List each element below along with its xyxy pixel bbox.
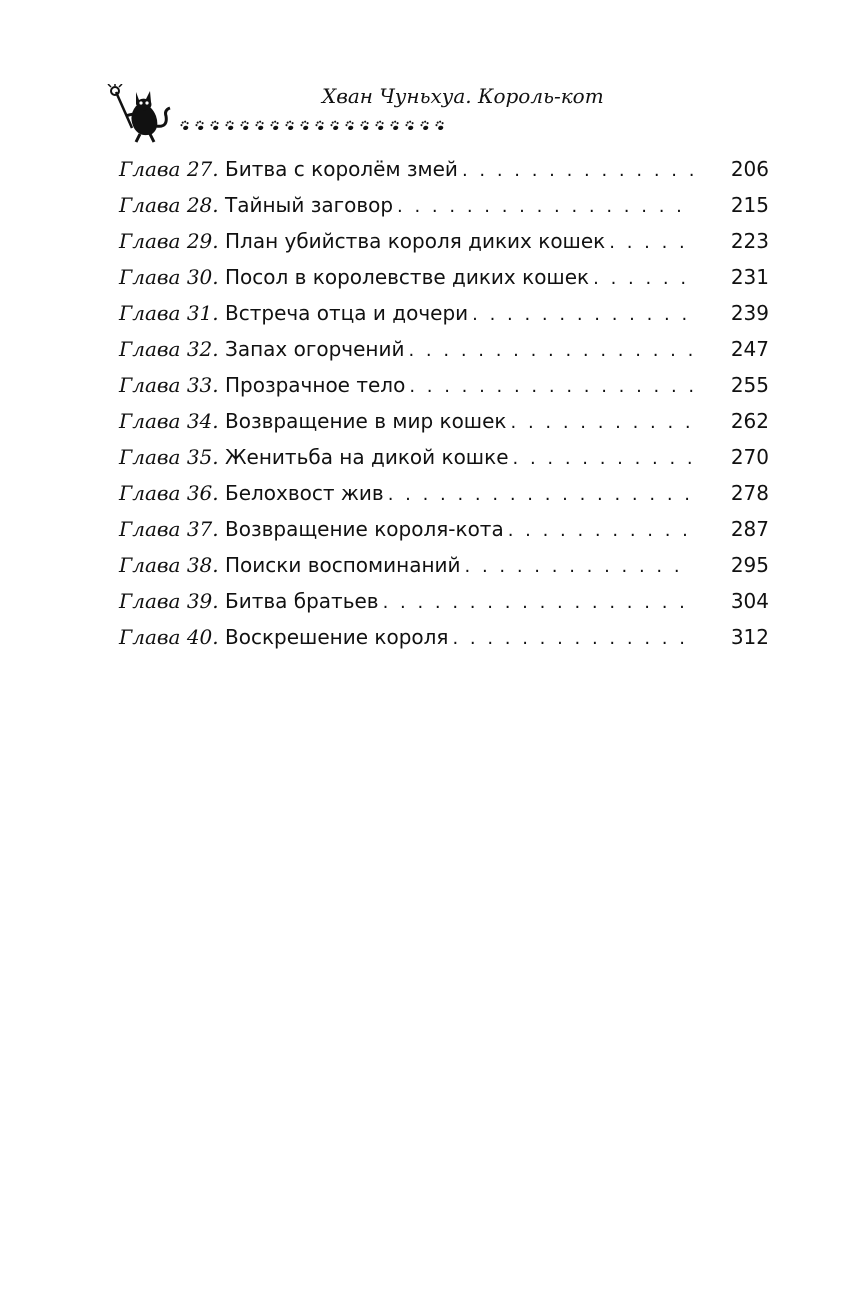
paw-print-icon: [284, 120, 295, 132]
page-number: 270: [730, 445, 769, 469]
chapter-title: Возвращение в мир кошек: [225, 409, 507, 433]
page-number: 312: [730, 625, 769, 649]
dot-leader: [383, 585, 693, 621]
page-number: 278: [730, 481, 769, 505]
page-number: 231: [730, 265, 769, 289]
paw-print-icon: [299, 120, 310, 132]
chapter-label: Глава 31.: [119, 301, 219, 325]
paw-print-icon: [404, 120, 415, 132]
chapter-title: Женитьба на дикой кошке: [225, 445, 509, 469]
toc-entry[interactable]: [119, 583, 769, 619]
paw-print-icon: [359, 120, 370, 132]
toc-entry[interactable]: [119, 259, 769, 295]
dot-leader: [465, 549, 693, 585]
paw-print-icon: [344, 120, 355, 132]
dot-leader: [397, 189, 693, 225]
dot-leader: [388, 477, 693, 513]
dot-leader: [408, 333, 693, 369]
dot-leader: [513, 441, 694, 477]
chapter-label: Глава 39.: [119, 589, 219, 613]
dot-leader: [409, 369, 693, 405]
toc-entry[interactable]: [119, 151, 769, 187]
paw-print-icon: [239, 120, 250, 132]
chapter-label: Глава 34.: [119, 409, 219, 433]
page-header: [0, 0, 845, 150]
chapter-title: Возвращение короля-кота: [225, 517, 504, 541]
chapter-title: Встреча отца и дочери: [225, 301, 469, 325]
chapter-title: План убийства короля диких кошек: [225, 229, 606, 253]
chapter-title: Воскрешение короля: [225, 625, 449, 649]
page-number: 262: [730, 409, 769, 433]
toc-entry[interactable]: [119, 439, 769, 475]
page-number: 255: [730, 373, 769, 397]
toc-entry[interactable]: [119, 295, 769, 331]
running-title: Хван Чуньхуа. Король-кот: [322, 84, 604, 108]
chapter-label: Глава 35.: [119, 445, 219, 469]
chapter-title: Посол в королевстве диких кошек: [225, 265, 590, 289]
page-number: 206: [730, 157, 769, 181]
dot-leader: [609, 225, 693, 261]
table-of-contents: [119, 151, 769, 655]
dot-leader: [452, 621, 693, 657]
paw-print-icon: [314, 120, 325, 132]
chapter-title: Битва братьев: [225, 589, 379, 613]
page-number: 304: [730, 589, 769, 613]
toc-entry[interactable]: [119, 367, 769, 403]
paw-print-icon: [179, 120, 190, 132]
chapter-title: Битва с королём змей: [225, 157, 458, 181]
chapter-label: Глава 38.: [119, 553, 219, 577]
chapter-label: Глава 29.: [119, 229, 219, 253]
paw-print-icon: [389, 120, 400, 132]
paw-print-icon: [269, 120, 280, 132]
paw-print-icon: [419, 120, 430, 132]
toc-entry[interactable]: [119, 547, 769, 583]
chapter-label: Глава 32.: [119, 337, 219, 361]
paw-print-icon: [434, 120, 445, 132]
toc-entry[interactable]: [119, 475, 769, 511]
chapter-label: Глава 30.: [119, 265, 219, 289]
paw-print-icon: [374, 120, 385, 132]
toc-entry[interactable]: [119, 511, 769, 547]
dot-leader: [472, 297, 693, 333]
chapter-label: Глава 40.: [119, 625, 219, 649]
chapter-label: Глава 28.: [119, 193, 219, 217]
chapter-title: Тайный заговор: [225, 193, 394, 217]
cat-with-staff-icon: [106, 84, 176, 144]
chapter-label: Глава 27.: [119, 157, 219, 181]
paw-print-icon: [224, 120, 235, 132]
chapter-title: Белохвост жив: [225, 481, 384, 505]
toc-entry[interactable]: [119, 403, 769, 439]
paw-print-icon: [254, 120, 265, 132]
page-number: 223: [730, 229, 769, 253]
page-number: 295: [730, 553, 769, 577]
page-number: 247: [730, 337, 769, 361]
toc-entry[interactable]: [119, 223, 769, 259]
dot-leader: [462, 153, 693, 189]
chapter-title: Поиски воспоминаний: [225, 553, 461, 577]
dot-leader: [511, 405, 694, 441]
toc-entry[interactable]: [119, 187, 769, 223]
page-number: 239: [730, 301, 769, 325]
paw-print-icon: [329, 120, 340, 132]
dot-leader: [508, 513, 693, 549]
paw-print-icon: [194, 120, 205, 132]
chapter-label: Глава 33.: [119, 373, 219, 397]
chapter-label: Глава 37.: [119, 517, 219, 541]
paw-print-ornament: [178, 118, 448, 132]
paw-print-icon: [209, 120, 220, 132]
dot-leader: [593, 261, 693, 297]
chapter-title: Прозрачное тело: [225, 373, 406, 397]
chapter-label: Глава 36.: [119, 481, 219, 505]
page-number: 215: [730, 193, 769, 217]
page-number: 287: [730, 517, 769, 541]
toc-entry[interactable]: [119, 619, 769, 655]
toc-entry[interactable]: [119, 331, 769, 367]
chapter-title: Запах огорчений: [225, 337, 405, 361]
